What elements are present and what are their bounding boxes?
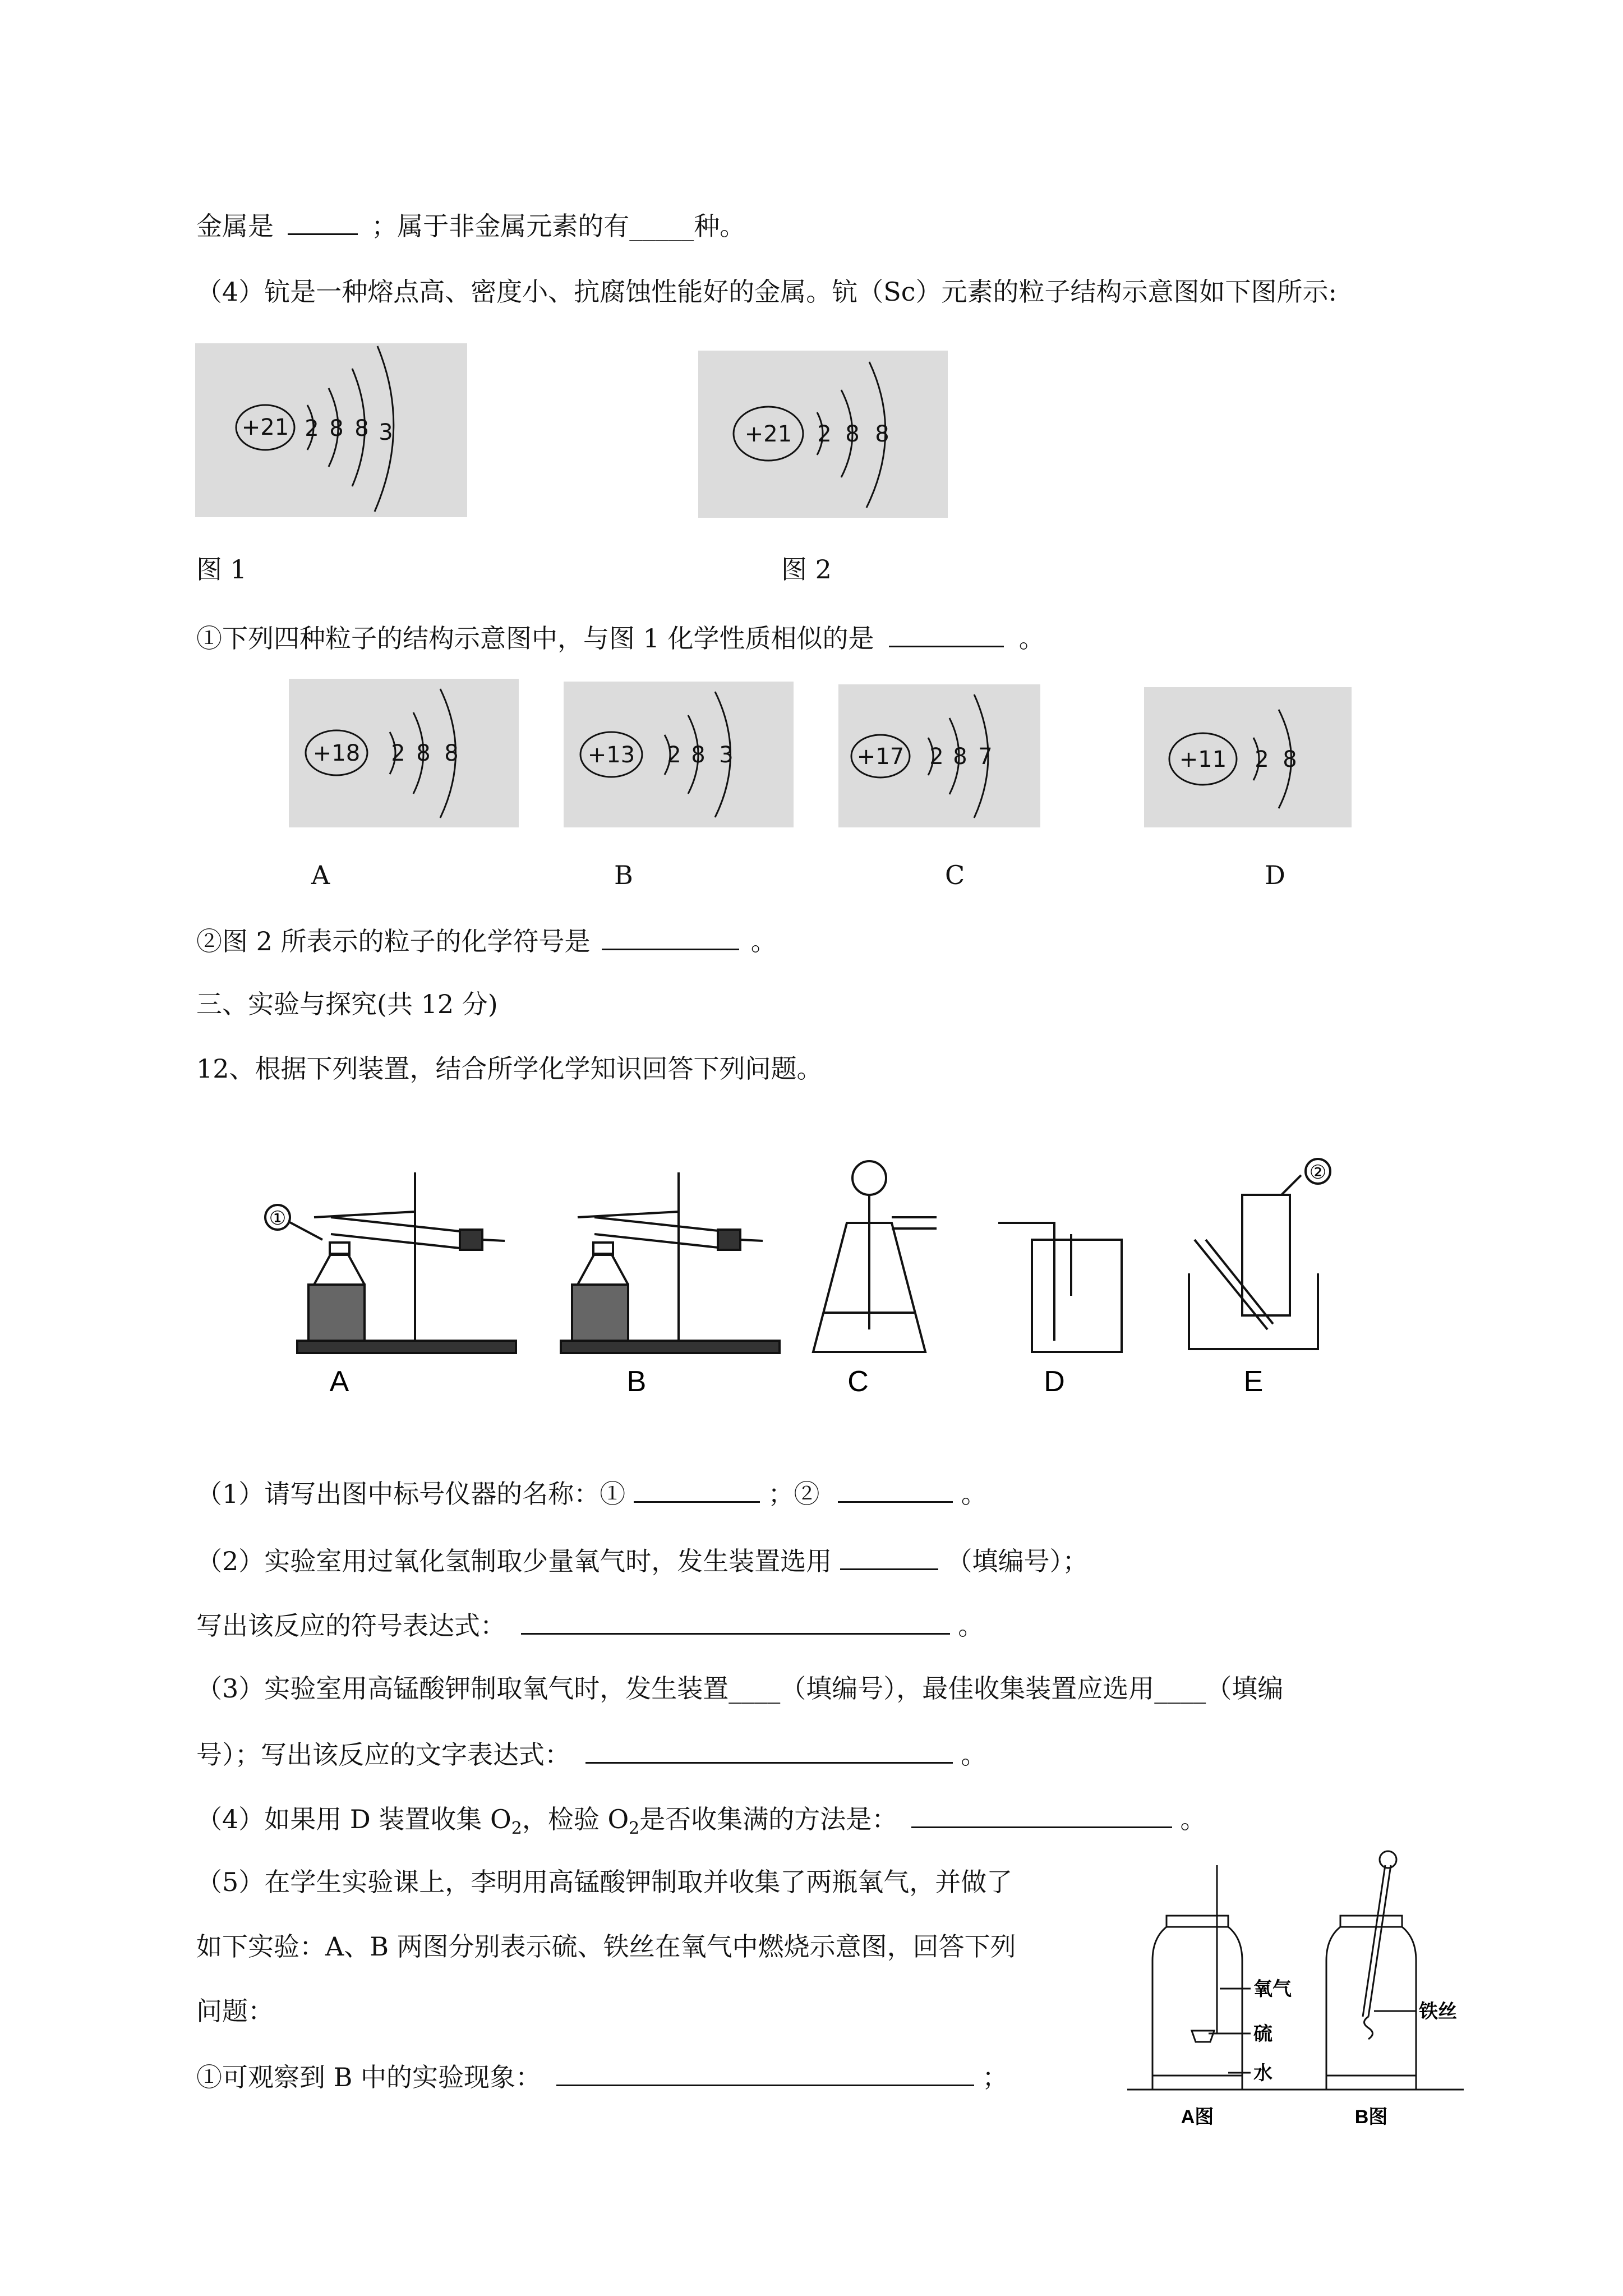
s3-text-c: 。	[961, 1740, 987, 1770]
apparatus-label-c: C	[847, 1365, 869, 1398]
s1-text-b: ；②	[768, 1479, 820, 1509]
option-d-nucleus: +11	[1179, 747, 1227, 772]
apparatus-figure	[247, 1156, 1380, 1402]
option-c-caption: C	[945, 860, 965, 890]
answer-blank-q1[interactable]	[889, 620, 1004, 647]
option-c-shell-3: 7	[978, 744, 993, 770]
text-line-s1	[196, 1475, 987, 1511]
s4-text-c: 是否收集满的方法是：	[639, 1804, 898, 1834]
apparatus-label-e: E	[1243, 1365, 1264, 1398]
text-line-metals	[196, 208, 745, 243]
fig1-shell-1: 2	[305, 416, 319, 441]
s2-text-d: 。	[958, 1611, 984, 1641]
s4-subscript-2: 2	[629, 1819, 640, 1839]
text-line-s5-d	[196, 2059, 1008, 2094]
apparatus-label-d: D	[1044, 1365, 1065, 1398]
option-c-atom-diagram	[838, 684, 1040, 827]
text-line-question-1	[196, 620, 1045, 655]
text-line-question-2	[196, 923, 777, 958]
combustion-caption-b: B图	[1354, 2106, 1388, 2128]
text-line-scandium: （4）钪是一种熔点高、密度小、抗腐蚀性能好的金属。钪（Sc）元素的粒子结构示意图如下图所示:	[196, 277, 1338, 307]
option-a-atom-diagram	[289, 679, 519, 827]
fig2-shell-3: 8	[875, 421, 889, 447]
figure-2-caption: 图 2	[781, 554, 832, 585]
combustion-label-iron: 铁丝	[1419, 2001, 1457, 2022]
question-2-text: ②图 2 所表示的粒子的化学符号是	[196, 926, 591, 956]
s5-text-d: ①可观察到 B 中的实验现象：	[196, 2062, 542, 2092]
option-b-shell-1: 2	[667, 742, 681, 768]
text-metal-is: 金属是	[196, 211, 274, 241]
s2-text-c: 写出该反应的符号表达式：	[196, 1611, 506, 1641]
option-b-caption: B	[614, 860, 633, 890]
s4-text-a: （4）如果用 D 装置收集 O	[196, 1804, 511, 1834]
figure-2-atom-diagram	[698, 351, 948, 518]
answer-blank-equation-h2o2[interactable]	[521, 1607, 950, 1635]
s4-text-d: 。	[1180, 1804, 1206, 1834]
text-line-s2-eq	[196, 1607, 984, 1642]
s5-text-e: ；	[982, 2062, 1008, 2092]
s1-text-a: （1）请写出图中标号仪器的名称：①	[196, 1479, 626, 1509]
fig2-shell-1: 2	[817, 421, 832, 447]
option-c-shell-2: 8	[953, 744, 967, 770]
option-d-shell-2: 8	[1283, 747, 1297, 772]
apparatus-label-b: B	[626, 1365, 647, 1398]
option-a-shell-1: 2	[391, 740, 405, 766]
question-12-stem: 12、根据下列装置，结合所学化学知识回答下列问题。	[196, 1053, 823, 1084]
option-b-shell-2: 8	[691, 742, 706, 768]
combustion-label-oxygen: 氧气	[1253, 1978, 1292, 2000]
answer-blank-metal[interactable]	[288, 208, 358, 235]
answer-blank-q2[interactable]	[602, 923, 739, 950]
combustion-label-sulfur: 硫	[1253, 2023, 1272, 2045]
s1-text-c: 。	[961, 1479, 987, 1509]
figure-1-caption: 图 1	[196, 554, 247, 585]
text-line-s4	[196, 1801, 1206, 1846]
s2-text-a: （2）实验室用过氧化氢制取少量氧气时，发生装置选用	[196, 1546, 832, 1576]
fig1-shell-4: 3	[379, 420, 393, 445]
combustion-label-water: 水	[1253, 2063, 1272, 2084]
figure-1-atom-diagram	[195, 343, 467, 517]
s4-subscript-1: 2	[511, 1819, 522, 1839]
option-d-atom-diagram	[1144, 687, 1352, 827]
text-nonmetal-count: ；属于非金属元素的有_____种。	[371, 211, 746, 241]
option-a-caption: A	[311, 860, 330, 890]
question-2-end: 。	[750, 926, 777, 956]
answer-blank-equation-kmno4[interactable]	[585, 1736, 953, 1764]
option-a-nucleus: +18	[312, 740, 361, 766]
option-a-shell-2: 8	[416, 740, 431, 766]
option-a-shell-3: 8	[444, 740, 459, 766]
combustion-caption-a: A图	[1181, 2106, 1214, 2128]
option-d-caption: D	[1265, 860, 1285, 890]
answer-blank-observation-b[interactable]	[556, 2059, 974, 2086]
s4-text-b: ，检验 O	[522, 1804, 629, 1834]
answer-blank-instrument-1[interactable]	[634, 1475, 760, 1503]
apparatus-mark-1: ①	[269, 1208, 287, 1229]
answer-blank-instrument-2[interactable]	[838, 1475, 953, 1503]
option-b-shell-3: 3	[719, 742, 734, 768]
text-line-s3: （3）实验室用高锰酸钾制取氧气时，发生装置____（填编号），最佳收集装置应选用____（填编	[196, 1673, 1284, 1704]
text-line-s2	[196, 1543, 1089, 1578]
apparatus-label-a: A	[329, 1365, 349, 1398]
option-c-shell-1: 2	[929, 744, 944, 770]
fig1-nucleus: +21	[241, 415, 289, 440]
option-c-nucleus: +17	[856, 744, 905, 770]
answer-blank-oxygen-full[interactable]	[911, 1801, 1172, 1828]
option-b-nucleus: +13	[587, 742, 635, 768]
text-line-s5-c: 问题：	[196, 1996, 274, 2026]
answer-blank-apparatus-h2o2[interactable]	[840, 1543, 938, 1570]
fig2-nucleus: +21	[744, 421, 792, 447]
fig2-shell-2: 8	[845, 421, 860, 447]
s2-text-b: （填编号）；	[946, 1546, 1089, 1576]
text-line-s5-a: （5）在学生实验课上，李明用高锰酸钾制取并收集了两瓶氧气，并做了	[196, 1867, 1013, 1897]
section-heading: 三、实验与探究(共 12 分)	[196, 989, 498, 1019]
text-line-s5-b: 如下实验：A、B 两图分别表示硫、铁丝在氧气中燃烧示意图，回答下列	[196, 1931, 1016, 1962]
fig1-shell-2: 8	[329, 416, 344, 441]
s3-text-b: 号）；写出该反应的文字表达式：	[196, 1740, 570, 1770]
question-1-text: ①下列四种粒子的结构示意图中，与图 1 化学性质相似的是	[196, 623, 874, 654]
question-1-end: 。	[1018, 623, 1045, 654]
text-line-s3-eq	[196, 1736, 986, 1772]
fig1-shell-3: 8	[354, 416, 369, 441]
option-b-atom-diagram	[564, 682, 794, 827]
combustion-figure	[1127, 1843, 1481, 2134]
option-d-shell-1: 2	[1255, 747, 1269, 772]
apparatus-mark-2: ②	[1309, 1162, 1327, 1183]
